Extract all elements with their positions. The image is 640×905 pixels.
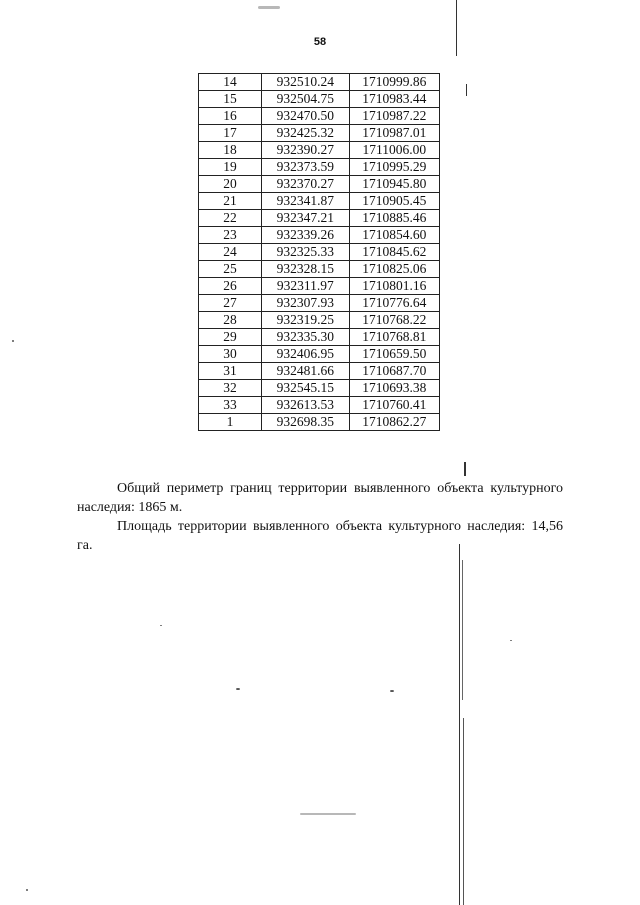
table-row	[199, 142, 440, 159]
point-number-cell: 21	[199, 193, 262, 210]
y-coordinate-cell: 1710905.45	[349, 193, 439, 210]
x-coordinate-cell: 932325.33	[262, 244, 350, 261]
point-number-cell: 14	[199, 74, 262, 91]
scan-smudge	[300, 813, 356, 815]
scan-speck	[12, 340, 14, 342]
scan-edge-line	[463, 718, 464, 905]
scan-edge-line	[459, 544, 460, 905]
y-coordinate-cell: 1711006.00	[349, 142, 439, 159]
scan-edge-line	[462, 560, 463, 700]
table-row	[199, 227, 440, 244]
scan-speck	[236, 688, 240, 690]
coordinates-table-body	[199, 74, 440, 431]
point-number-cell: 23	[199, 227, 262, 244]
perimeter-paragraph: Общий периметр границ территории выявленного объекта культурного наследия: 1865 м.	[77, 481, 563, 515]
y-coordinate-cell: 1710776.64	[349, 295, 439, 312]
point-number-cell: 24	[199, 244, 262, 261]
table-row	[199, 91, 440, 108]
x-coordinate-cell: 932406.95	[262, 346, 350, 363]
table-row	[199, 346, 440, 363]
coordinates-table	[198, 73, 440, 431]
point-number-cell: 22	[199, 210, 262, 227]
point-number-cell: 27	[199, 295, 262, 312]
table-row	[199, 414, 440, 431]
x-coordinate-cell: 932339.26	[262, 227, 350, 244]
x-coordinate-cell: 932328.15	[262, 261, 350, 278]
y-coordinate-cell: 1710983.44	[349, 91, 439, 108]
scan-smudge	[258, 6, 280, 9]
x-coordinate-cell: 932370.27	[262, 176, 350, 193]
table-row	[199, 261, 440, 278]
y-coordinate-cell: 1710987.22	[349, 108, 439, 125]
table-row	[199, 380, 440, 397]
scan-speck	[26, 889, 28, 891]
area-paragraph: Площадь территории выявленного объекта культурного наследия: 14,56 га.	[77, 519, 563, 553]
table-row	[199, 210, 440, 227]
point-number-cell: 26	[199, 278, 262, 295]
table-row	[199, 363, 440, 380]
y-coordinate-cell: 1710659.50	[349, 346, 439, 363]
scan-edge-line	[456, 0, 457, 56]
x-coordinate-cell: 932698.35	[262, 414, 350, 431]
table-row	[199, 278, 440, 295]
y-coordinate-cell: 1710768.81	[349, 329, 439, 346]
y-coordinate-cell: 1710687.70	[349, 363, 439, 380]
y-coordinate-cell: 1710768.22	[349, 312, 439, 329]
point-number-cell: 15	[199, 91, 262, 108]
x-coordinate-cell: 932373.59	[262, 159, 350, 176]
scan-edge-line	[464, 462, 466, 476]
y-coordinate-cell: 1710693.38	[349, 380, 439, 397]
page-number: 58	[313, 36, 327, 48]
x-coordinate-cell: 932613.53	[262, 397, 350, 414]
y-coordinate-cell: 1710995.29	[349, 159, 439, 176]
table-row	[199, 397, 440, 414]
point-number-cell: 16	[199, 108, 262, 125]
y-coordinate-cell: 1710825.06	[349, 261, 439, 278]
y-coordinate-cell: 1710760.41	[349, 397, 439, 414]
x-coordinate-cell: 932311.97	[262, 278, 350, 295]
x-coordinate-cell: 932307.93	[262, 295, 350, 312]
scan-speck	[510, 640, 512, 641]
point-number-cell: 32	[199, 380, 262, 397]
point-number-cell: 28	[199, 312, 262, 329]
x-coordinate-cell: 932319.25	[262, 312, 350, 329]
x-coordinate-cell: 932341.87	[262, 193, 350, 210]
point-number-cell: 29	[199, 329, 262, 346]
table-row	[199, 125, 440, 142]
table-row	[199, 159, 440, 176]
table-row	[199, 329, 440, 346]
x-coordinate-cell: 932504.75	[262, 91, 350, 108]
point-number-cell: 1	[199, 414, 262, 431]
x-coordinate-cell: 932335.30	[262, 329, 350, 346]
scan-edge-line	[466, 84, 467, 96]
table-row	[199, 295, 440, 312]
point-number-cell: 33	[199, 397, 262, 414]
y-coordinate-cell: 1710999.86	[349, 74, 439, 91]
y-coordinate-cell: 1710862.27	[349, 414, 439, 431]
x-coordinate-cell: 932470.50	[262, 108, 350, 125]
y-coordinate-cell: 1710801.16	[349, 278, 439, 295]
x-coordinate-cell: 932347.21	[262, 210, 350, 227]
point-number-cell: 19	[199, 159, 262, 176]
table-row	[199, 244, 440, 261]
table-row	[199, 312, 440, 329]
point-number-cell: 31	[199, 363, 262, 380]
y-coordinate-cell: 1710945.80	[349, 176, 439, 193]
point-number-cell: 17	[199, 125, 262, 142]
scan-speck	[160, 625, 162, 626]
x-coordinate-cell: 932481.66	[262, 363, 350, 380]
y-coordinate-cell: 1710885.46	[349, 210, 439, 227]
table-row	[199, 74, 440, 91]
x-coordinate-cell: 932390.27	[262, 142, 350, 159]
table-row	[199, 108, 440, 125]
point-number-cell: 30	[199, 346, 262, 363]
table-row	[199, 193, 440, 210]
point-number-cell: 25	[199, 261, 262, 278]
y-coordinate-cell: 1710854.60	[349, 227, 439, 244]
table-row	[199, 176, 440, 193]
y-coordinate-cell: 1710845.62	[349, 244, 439, 261]
point-number-cell: 18	[199, 142, 262, 159]
x-coordinate-cell: 932510.24	[262, 74, 350, 91]
y-coordinate-cell: 1710987.01	[349, 125, 439, 142]
x-coordinate-cell: 932425.32	[262, 125, 350, 142]
x-coordinate-cell: 932545.15	[262, 380, 350, 397]
point-number-cell: 20	[199, 176, 262, 193]
scan-speck	[390, 690, 394, 692]
